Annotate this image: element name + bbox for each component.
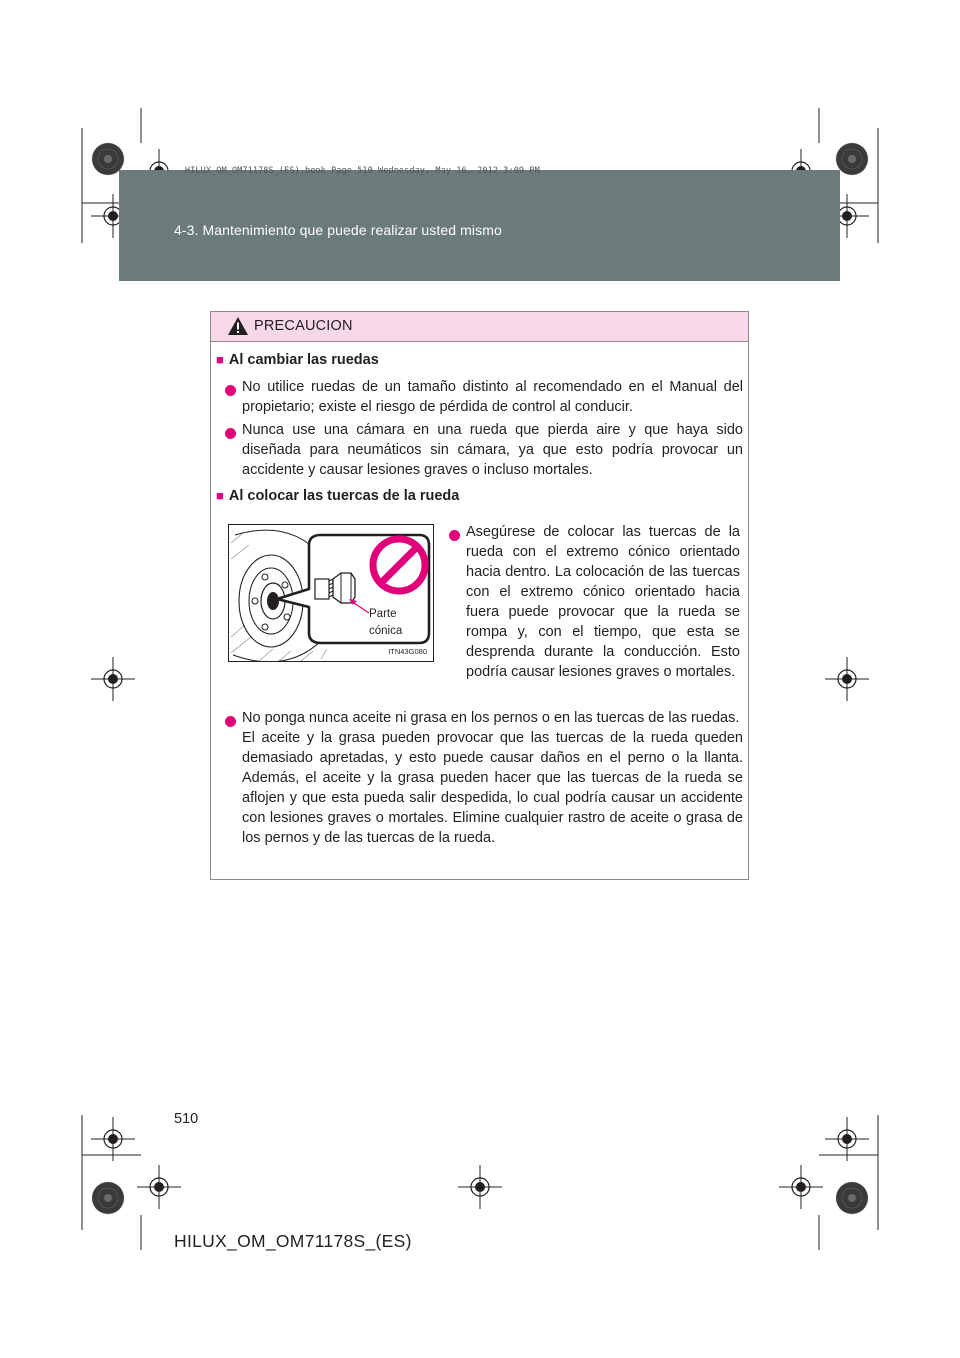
caution-label: PRECAUCION <box>254 318 353 334</box>
square-bullet-icon: ■ <box>216 352 224 367</box>
figure-label-parte: Parte <box>369 608 397 620</box>
section-heading-change-wheels <box>216 352 379 368</box>
document-code: HILUX_OM_OM71178S_(ES) <box>174 1231 412 1251</box>
square-bullet-icon: ■ <box>216 488 224 503</box>
bullet-dot-icon <box>225 385 236 396</box>
bullet-dot-icon <box>449 530 460 541</box>
figure-label-conica: cónica <box>369 625 403 637</box>
section-heading-text: Al cambiar las ruedas <box>228 352 379 368</box>
bullet-dot-icon <box>225 716 236 727</box>
page-number: 510 <box>174 1111 199 1127</box>
book-stamp: HILUX_OM_OM71178S_(ES).book Page 510 Wednesday, May 16, 2012 3:09 PM <box>185 166 540 176</box>
bullet-dot-icon <box>225 428 236 439</box>
bullet-inner-tube: Nunca use una cámara en una rueda que pierda aire y que haya sido diseñada para neumáticos sin cámara, ya que esto podría provocar un accidente y causar lesiones graves o incluso mortales. <box>242 422 743 478</box>
bullet-wheel-size: No utilice ruedas de un tamaño distinto al recomendado en el Manual del propietario; existe el riesgo de pérdida de control al conducir. <box>242 379 743 415</box>
bullet-conical-end: Asegúrese de colocar las tuercas de la rueda con el extremo cónico orientado hacia dentro. La colocación de las tuercas con el extremo cónico orientado hacia fuera puede provocar que la rueda se rompa y, con el tiempo, que esta se desprenda durante la conducción. Esto podría causar lesiones graves o mortales. <box>466 524 740 680</box>
caution-header <box>211 312 748 342</box>
section-title: 4-3. Mantenimiento que puede realizar usted mismo <box>174 222 502 238</box>
warning-triangle-icon <box>227 316 249 336</box>
wheel-nut-figure <box>228 524 434 662</box>
section-heading-wheel-nuts <box>216 488 459 504</box>
bullet-no-oil-grease: No ponga nunca aceite ni grasa en los pernos o en las tuercas de las ruedas. El aceite y la grasa pueden provocar que las tuercas de la rueda queden demasiado apretadas, y esto puede causar daños en el perno o la llanta. Además, el aceite y la grasa pueden hacer que las tuercas de la rueda se aflojen y que esta pueda salir despedida, lo cual podría causar un accidente con lesiones graves o mortales. Elimine cualquier rastro de aceite o grasa de los pernos y de las tuercas de la rueda. <box>242 710 743 846</box>
wheel-nut-illustration <box>229 525 434 662</box>
section-heading-text: Al colocar las tuercas de la rueda <box>228 488 460 504</box>
figure-code: ITN43G080 <box>388 647 427 656</box>
